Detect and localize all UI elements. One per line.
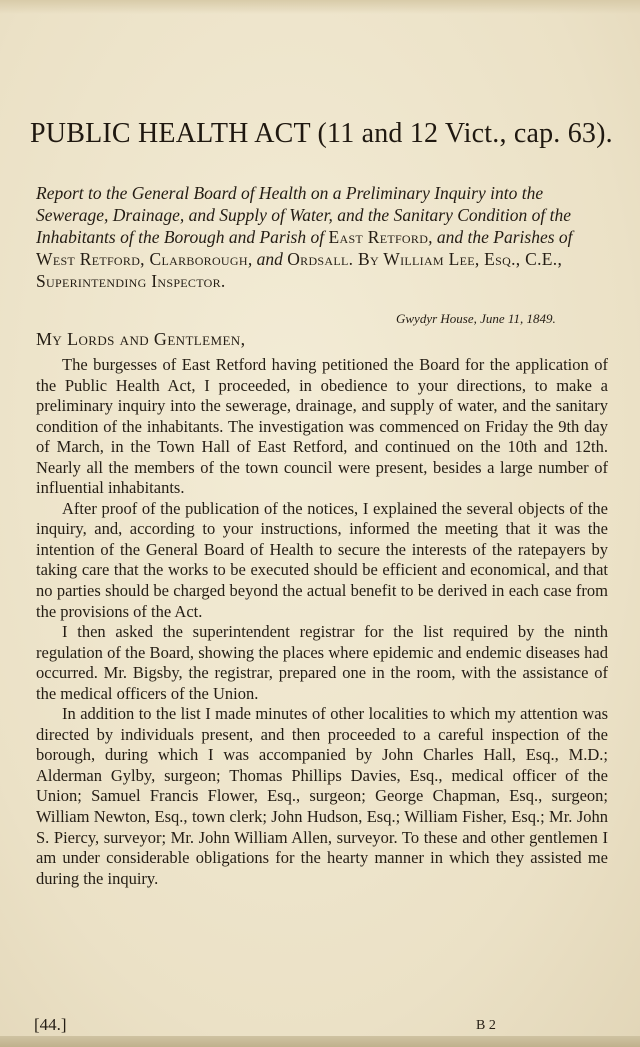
report-title-part: , and the Parishes of [428,227,573,247]
body-paragraph: The burgesses of East Retford having petitioned the Board for the application of the Public Health Act, I proceeded, in obedience to your directions, to make a preliminary inquiry into the sewerage, drainage, and supply of water, and the sanitary condition of the inhabitants. The investigation was commenced on Friday the 9th day of March, in the Town Hall of East Retford, and continued on the 10th and 12th. Nearly all the members of the town council were present, besides a large number of influential inhabitants. [36,355,608,498]
report-title-part: By [353,249,384,269]
report-title-part: , Esq., C.E., Superintending Inspector. [36,249,563,291]
page-number: [44.] [34,1015,67,1034]
letter-body [36,355,608,889]
signature-mark: B 2 [476,1018,496,1033]
page-edge-shadow [0,0,640,14]
letter-dateline: Gwydyr House, June 11, 1849. [396,311,556,326]
report-title-part: Report to the General Board of Health on a Preliminary Inquiry into the Sewerage, Drainage, and Supply of Water, and the Sanitary Condition of the Inhabitants of the Borough and Parish of [36,183,572,247]
report-title-place-west-retford: West Retford, Clarborough [36,249,248,269]
letter-salutation: My Lords and Gentlemen, [36,329,246,349]
report-title-author: William Lee [383,249,475,269]
report-title-place-east-retford: East Retford [328,227,429,247]
body-paragraph: I then asked the superintendent registrar for the list required by the ninth regulation of the Board, showing the places where epidemic and endemic diseases had occurred. Mr. Bigsby, the registrar, prepared one in the room, with the assistance of the medical officers of the Union. [36,622,608,703]
page-header-title: PUBLIC HEALTH ACT (11 and 12 Vict., cap. 63). [30,118,613,149]
page-bottom-edge [0,1036,640,1047]
body-paragraph: In addition to the list I made minutes of other localities to which my attention was directed by individuals present, and then proceeded to a careful inspection of the borough, during which I was accompanied by John Charles Hall, Esq., M.D.; Alderman Gylby, surgeon; Thomas Phillips Davies, Esq., medical officer of the Union; Samuel Francis Flower, Esq., surgeon; George Chapman, Esq., surgeon; William Newton, Esq., town clerk; John Hudson, Esq.; William Fisher, Esq.; Mr. John S. Piercy, surveyor; Mr. John William Allen, surveyor. To these and other gentlemen I am under considerable obligations for the hearty manner in which they assisted me during the inquiry. [36,704,608,888]
body-paragraph: After proof of the publication of the notices, I explained the several objects of the inquiry, and, according to your instructions, informed the meeting that it was the intention of the General Board of Health to secure the interests of the ratepayers by taking care that the works to be executed should be efficient and economical, and that no parties should be charged beyond the actual benefit to be derived in each case from the provisions of the Act. [36,498,608,621]
report-title-part: , and [247,249,288,269]
report-title [36,182,608,292]
report-title-place-ordsall: Ordsall. [287,249,354,269]
